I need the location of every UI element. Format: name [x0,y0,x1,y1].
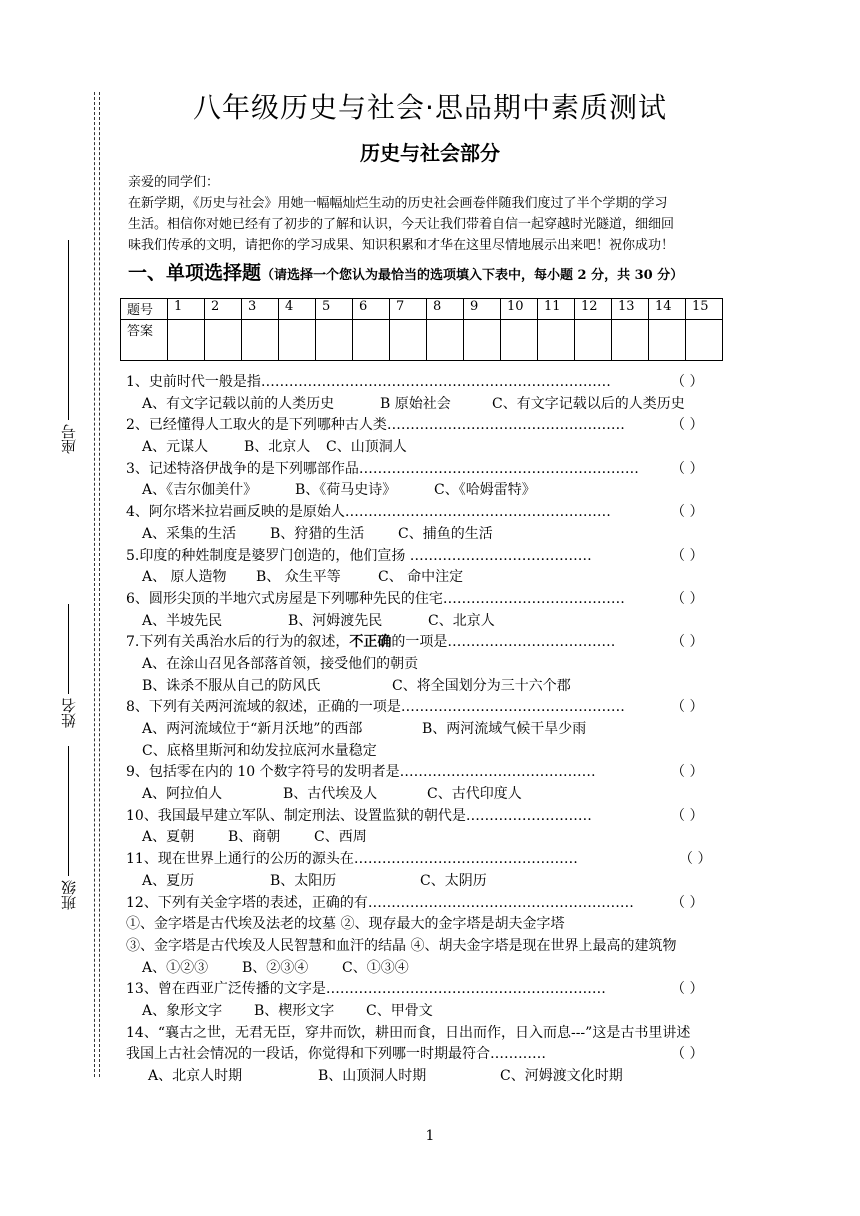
question-options [126,676,746,698]
answer-blank[interactable]: （ ） [671,504,704,521]
option: A、两河流域位于“新月沃地”的西部 [142,721,363,737]
question-number-cell: 5 [316,299,353,320]
option: B、北京人 [244,439,311,456]
question-text: 我国上古社会情况的一段话，你觉得和下列哪一时期最符合………… [126,1046,546,1063]
answer-cell[interactable] [279,320,316,361]
question-text: 4、阿尔塔米拉岩画反映的是原始人………………………………………………… [126,504,611,521]
statement-line: ③、金字塔是古代埃及人民智慧和血汗的结晶 ④、胡夫金字塔是现在世界上最高的建筑物 [126,937,677,954]
question-stem [126,806,746,828]
questions-list [126,372,746,1088]
answer-cell[interactable] [205,320,242,361]
answer-cell[interactable] [612,320,649,361]
section-note: （请选择一个您认为最恰当的选项填入下表中，每小题 2 分，共 30 分） [261,268,684,283]
row-label: 答案 [121,320,168,361]
answer-blank[interactable]: （ ） [671,417,704,434]
option: B、商朝 [228,829,281,846]
question-text: 6、圆形尖顶的半地穴式房屋是下列哪种先民的住宅………………………………… [126,590,625,607]
intro-text [128,172,768,256]
question-number-cell: 12 [575,299,612,320]
exam-title: 八年级历史与社会·思品期中素质测试 [193,91,667,124]
section-heading-block [128,258,683,285]
question-number-cell: 3 [242,299,279,320]
question-text: 13、曾在西亚广泛传播的文字是…………………………………………………… [126,981,606,998]
option: B、两河流域气候干旱少雨 [422,721,587,737]
option: C、古代印度人 [427,786,522,803]
question-stem [126,502,746,524]
option: A、在涂山召见各部落首领，接受他们的朝贡 [142,655,419,672]
answer-cell[interactable] [427,320,464,361]
answer-cell[interactable] [464,320,501,361]
intro-line: 味我们传承的文明，请把你的学习成果、知识积累和才华在这里尽情地展示出来吧！祝你成功！ [128,238,675,253]
option: C、将全国划分为三十六个郡 [392,677,571,694]
option: B、 众生平等 [256,569,341,586]
answer-table [120,298,723,361]
option: C、①③④ [342,959,409,976]
question-text: 7.下列有关禹治水后的行为的叙述， [126,634,350,651]
question-number-cell: 4 [279,299,316,320]
question-number-cell: 14 [649,299,686,320]
answer-blank[interactable]: （ ） [671,807,704,824]
option: A、象形文字 [142,1002,223,1019]
question-stem [126,372,746,394]
class-field[interactable] [58,742,79,910]
answer-cell[interactable] [390,320,427,361]
answer-cell[interactable] [575,320,612,361]
intro-line: 生活。相信你对她已经有了初步的了解和认识，今天让我们带着自信一起穿越时光隧道，细细回 [128,217,675,232]
answer-blank[interactable]: （ ） [671,547,704,564]
question-number-cell: 15 [686,299,723,320]
question-stem: 14、“襄古之世，无君无臣，穿井而饮，耕田而食，日出而作，日入而息---”这是古书里讲述 [126,1024,691,1041]
question-text: 2、已经懂得人工取火的是下列哪种古人类…………………………………………… [126,417,625,434]
question-text: 5.印度的种姓制度是婆罗门创造的，他们宣扬 ………………………………… [126,547,592,564]
question-options [126,784,746,806]
question-stem [126,632,746,654]
answer-cell[interactable] [242,320,279,361]
question-text: 的一项是……………………………… [391,634,616,651]
question-number-cell: 9 [464,299,501,320]
option: C、北京人 [428,612,495,629]
seat-blank-line [68,240,69,420]
question-text: 9、包括零在内的 10 个数字符号的发明者是…………………………………… [126,764,596,781]
section-heading: 一、单项选择题 [128,262,262,284]
option: C、底格里斯河和幼发拉底河水量稳定 [142,742,377,759]
option: B、②③④ [242,959,309,976]
option: B、诛杀不服从自己的防风氏 [142,677,321,694]
option: A、北京人时期 [148,1068,243,1084]
option: B、山顶洞人时期 [318,1068,427,1084]
question-stem [126,1044,746,1066]
class-label: 班级 [60,880,78,910]
option: A、元谋人 [142,439,209,456]
question-number-cell: 8 [427,299,464,320]
answer-cell[interactable] [649,320,686,361]
option: A、阿拉伯人 [142,786,223,803]
question-stem [126,546,746,568]
answer-blank[interactable]: （ ） [671,764,704,781]
question-stem [126,415,746,437]
intro-line: 在新学期，《历史与社会》用她一幅幅灿烂生动的历史社会画卷伴随我们度过了半个学期的学习 [128,196,668,211]
answer-blank[interactable]: （ ） [679,851,712,868]
binding-dashed-line [94,92,100,1077]
question-text: 3、记述特洛伊战争的是下列哪部作品…………………………………………………… [126,460,639,477]
question-stem [126,893,746,915]
answer-blank[interactable]: （ ） [671,1046,704,1063]
option: C、山顶洞人 [326,439,407,456]
name-field[interactable] [58,600,79,728]
greeting: 亲爱的同学们： [128,175,220,190]
option: C、太阴历 [420,872,487,889]
question-options [126,958,746,980]
answer-cell[interactable] [501,320,538,361]
exam-subtitle: 历史与社会部分 [360,141,500,165]
option: C、《哈姆雷特》 [434,482,536,499]
question-options [126,611,746,633]
question-text: 11、现在世界上通行的公历的源头在………………………………………… [126,851,578,868]
option: A、 原人造物 [142,569,227,586]
question-number-cell: 11 [538,299,575,320]
question-options [126,871,746,893]
answer-row [121,320,723,361]
question-stem [126,697,746,719]
question-number-cell: 10 [501,299,538,320]
name-label: 姓名 [60,698,78,728]
question-stem [126,762,746,784]
statement-line: ①、金字塔是古代埃及法老的坟墓 ②、现存最大的金字塔是胡夫金字塔 [126,916,565,933]
emphasis-text: 不正确 [349,634,392,651]
question-text: 10、我国最早建立军队、制定刑法、设置监狱的朝代是……………………… [126,807,592,824]
answer-cell[interactable] [686,320,723,361]
question-number-cell: 7 [390,299,427,320]
answer-cell[interactable] [168,320,205,361]
page-number: 1 [425,1128,435,1144]
question-options [126,567,746,589]
question-options [126,524,746,546]
answer-blank[interactable]: （ ） [671,590,704,607]
question-text: 8、下列有关两河流域的叙述，正确的一项是………………………………………… [126,699,625,716]
question-number-cell: 2 [205,299,242,320]
option: B、太阳历 [270,872,337,889]
answer-cell[interactable] [353,320,390,361]
question-number-cell: 6 [353,299,390,320]
option: B、狩猎的生活 [270,525,365,542]
answer-cell[interactable] [316,320,353,361]
question-options [126,1066,746,1088]
option: A、半坡先民 [142,612,223,629]
answer-blank[interactable]: （ ） [671,374,704,390]
option: A、有文字记载以前的人类历史 [142,395,335,412]
option: A、夏朝 [142,829,195,846]
question-options [126,719,746,741]
option: C、河姆渡文化时期 [500,1068,623,1084]
option: A、采集的生活 [142,525,237,542]
question-options [126,1001,746,1023]
question-stem [126,459,746,481]
seat-label: 座号 [60,424,78,454]
option: C、 命中注定 [378,569,464,586]
number-row [121,299,723,320]
question-stem [126,589,746,611]
question-text: 1、史前时代一般是指………………………………………………………………… [126,374,611,390]
class-blank-line [68,746,69,876]
answer-blank[interactable]: （ ） [671,699,704,716]
question-stem [126,849,746,871]
answer-blank[interactable]: （ ） [671,634,704,651]
seat-number-field[interactable] [58,236,79,454]
question-number-cell: 13 [612,299,649,320]
answer-blank[interactable]: （ ） [671,894,704,911]
question-options [126,480,746,502]
option: B、古代埃及人 [283,786,378,803]
option: B、楔形文字 [254,1002,335,1019]
option: C、西周 [314,829,367,846]
question-stem [126,979,746,1001]
answer-blank[interactable]: （ ） [671,981,704,998]
option: C、有文字记载以后的人类历史 [492,395,685,412]
answer-blank[interactable]: （ ） [671,460,704,477]
question-options [126,437,746,459]
option: B、《荷马史诗》 [295,482,397,499]
name-blank-line [68,604,69,694]
answer-cell[interactable] [538,320,575,361]
question-options [126,827,746,849]
question-number-cell: 1 [168,299,205,320]
question-text: 12、下列有关金字塔的表述，正确的有………………………………………………… [126,894,634,911]
option: B 原始社会 [380,395,451,412]
question-options [126,654,746,676]
option: A、①②③ [142,959,209,976]
question-options [126,394,746,416]
question-options [126,741,746,763]
option: A、《吉尔伽美什》 [142,482,258,499]
option: C、捕鱼的生活 [398,525,493,542]
row-label: 题号 [121,299,168,320]
option: A、夏历 [142,872,195,889]
option: C、甲骨文 [366,1002,433,1019]
option: B、河姆渡先民 [288,612,383,629]
